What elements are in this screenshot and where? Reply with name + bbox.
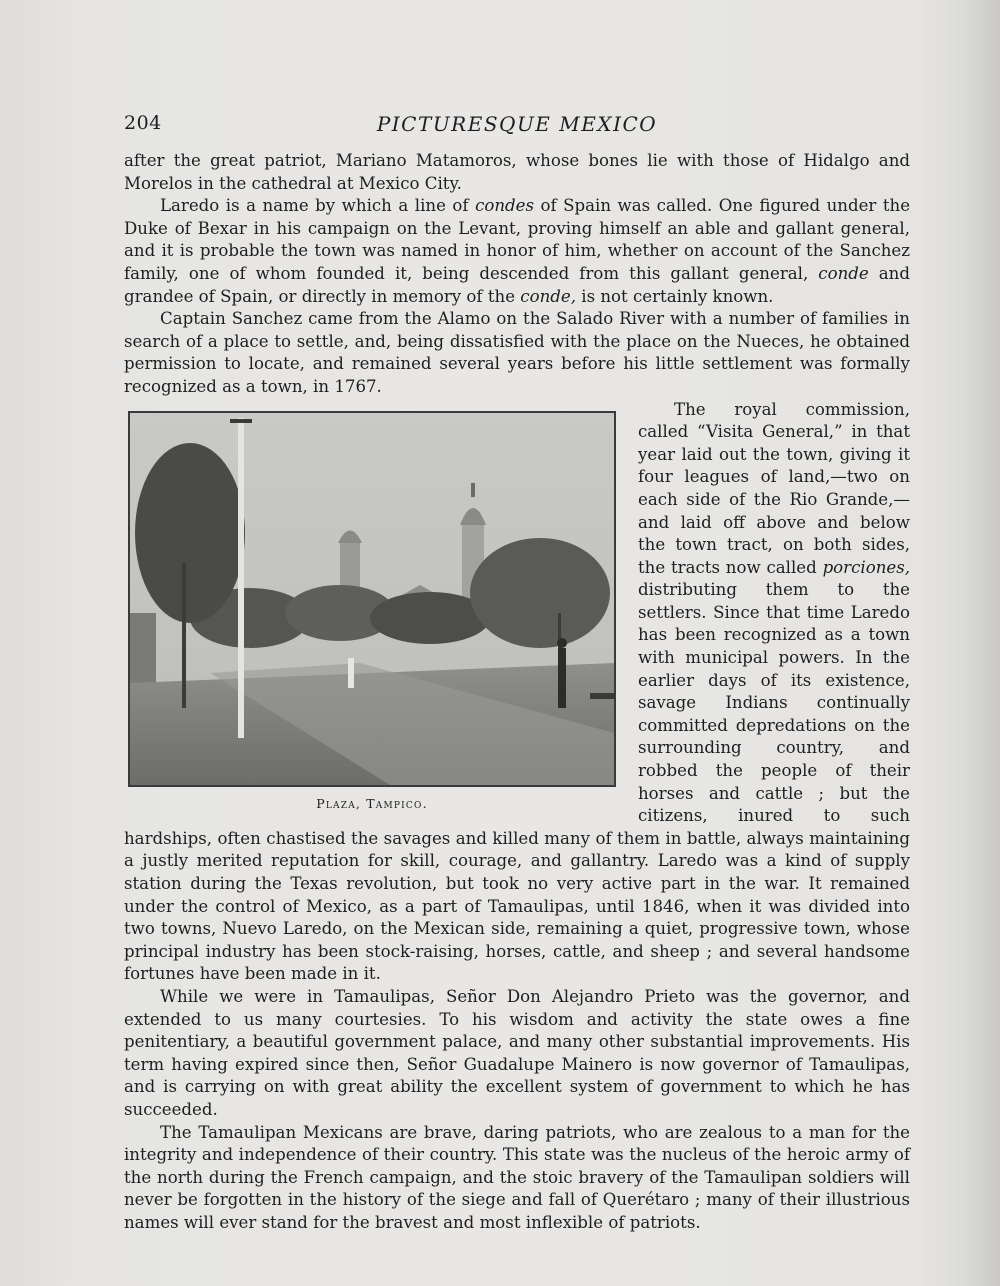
text-run: Laredo is a name by which a line of (160, 196, 476, 216)
left-building (130, 613, 156, 693)
bench (590, 693, 614, 699)
running-head (124, 112, 910, 140)
text-run: distributing them to the settlers. Since that time Laredo has been recognized as a town with municipal powers. In the earlier days of its existence, savage Indians continually committed depredations on the surrounding country, and robbed the people of their horses and cattle ; but the citizens, inured to such hardships, often chastised the savages and killed many of them in battle, always maintaining a justly merited reputation for skill, courage, and gallantry. Laredo was a kind of supply station during the Texas revolution, but took no very active part in the war. It remained under the control of Mexico, as a part of Tamaulipas, until 1846, when it was divided into two towns, Nuevo Laredo, on the Mexican side, remaining a quiet, progressive town, whose principal industry has been stock-raising, horses, cattle, and sheep ; and several handsome fortunes have been made in it. (124, 580, 910, 984)
running-title: PICTURESQUE MEXICO (376, 112, 658, 136)
italic-text-run: conde, (520, 286, 576, 306)
lamp-pole (238, 418, 244, 738)
paragraph (124, 308, 910, 398)
text-run: The royal commission, called “Visita General,” in that year laid out the town, giving it four leagues of land,—two on each side of the Rio Grande,—and laid off above and below the town tract, on both sides, the tracts now called (638, 399, 910, 577)
figure (128, 411, 616, 816)
paragraph (124, 1122, 910, 1235)
body-text (124, 150, 910, 1235)
text-run: and grandee of Spain, or directly in memory of the (124, 263, 910, 306)
text-run: of Spain was called. One figured under the Duke of Bexar in his campaign on the Levant, proving himself an able and gallant general, and it is probable the town was named in honor of him, whether on account of the Sanchez family, one of whom founded it, being descended from this gallant general, (124, 196, 911, 283)
text-run: The Tamaulipan Mexicans are brave, daring patriots, who are zealous to a man for the integrity and independence of their country. This state was the nucleus of the heroic army of the north during the French campaign, and the stoic bravery of the Tamaulipan soldiers will never be forgotten in the history of the siege and fall of Querétaro ; many of their illustrious names will ever stand for the bravest and most inflexible of patriots. (124, 1122, 910, 1232)
text-run: While we were in Tamaulipas, Señor Don Alejandro Prieto was the governor, and extended to us many courtesies. To his wisdom and activity the state owes a fine penitentiary, a beautiful government palace, and many other substantial improvements. His term having expired since then, Señor Guadalupe Mainero is now governor of Tamaulipas, and is carrying on with great ability the excellent system of government to which he has succeeded. (124, 986, 910, 1119)
italic-text-run: porciones, (822, 557, 910, 577)
paragraph (124, 195, 910, 308)
paragraph (124, 986, 910, 1122)
plaza-scene-illustration (130, 413, 614, 785)
page-edge-shadow (960, 0, 1000, 1286)
page-number: 204 (124, 112, 162, 134)
text-run: after the great patriot, Mariano Matamoros, whose bones lie with those of Hidalgo and Morelos in the cathedral at Mexico City. (124, 151, 910, 193)
paragraph (124, 150, 910, 195)
italic-text-run: conde (818, 263, 869, 283)
standing-figure (558, 648, 566, 708)
italic-text-run: condes (475, 196, 534, 216)
text-run: is not certainly known. (576, 286, 774, 306)
plaza-photograph (128, 411, 616, 787)
figure-caption: Plaza, Tampico. (316, 795, 428, 811)
text-run: Captain Sanchez came from the Alamo on the Salado River with a number of families in search of a place to settle, and, being dissatisfied with the place on the Nueces, he obtained permission to locate, and remained several years before his little settlement was formally recognized as a town, in 1767. (124, 309, 910, 396)
